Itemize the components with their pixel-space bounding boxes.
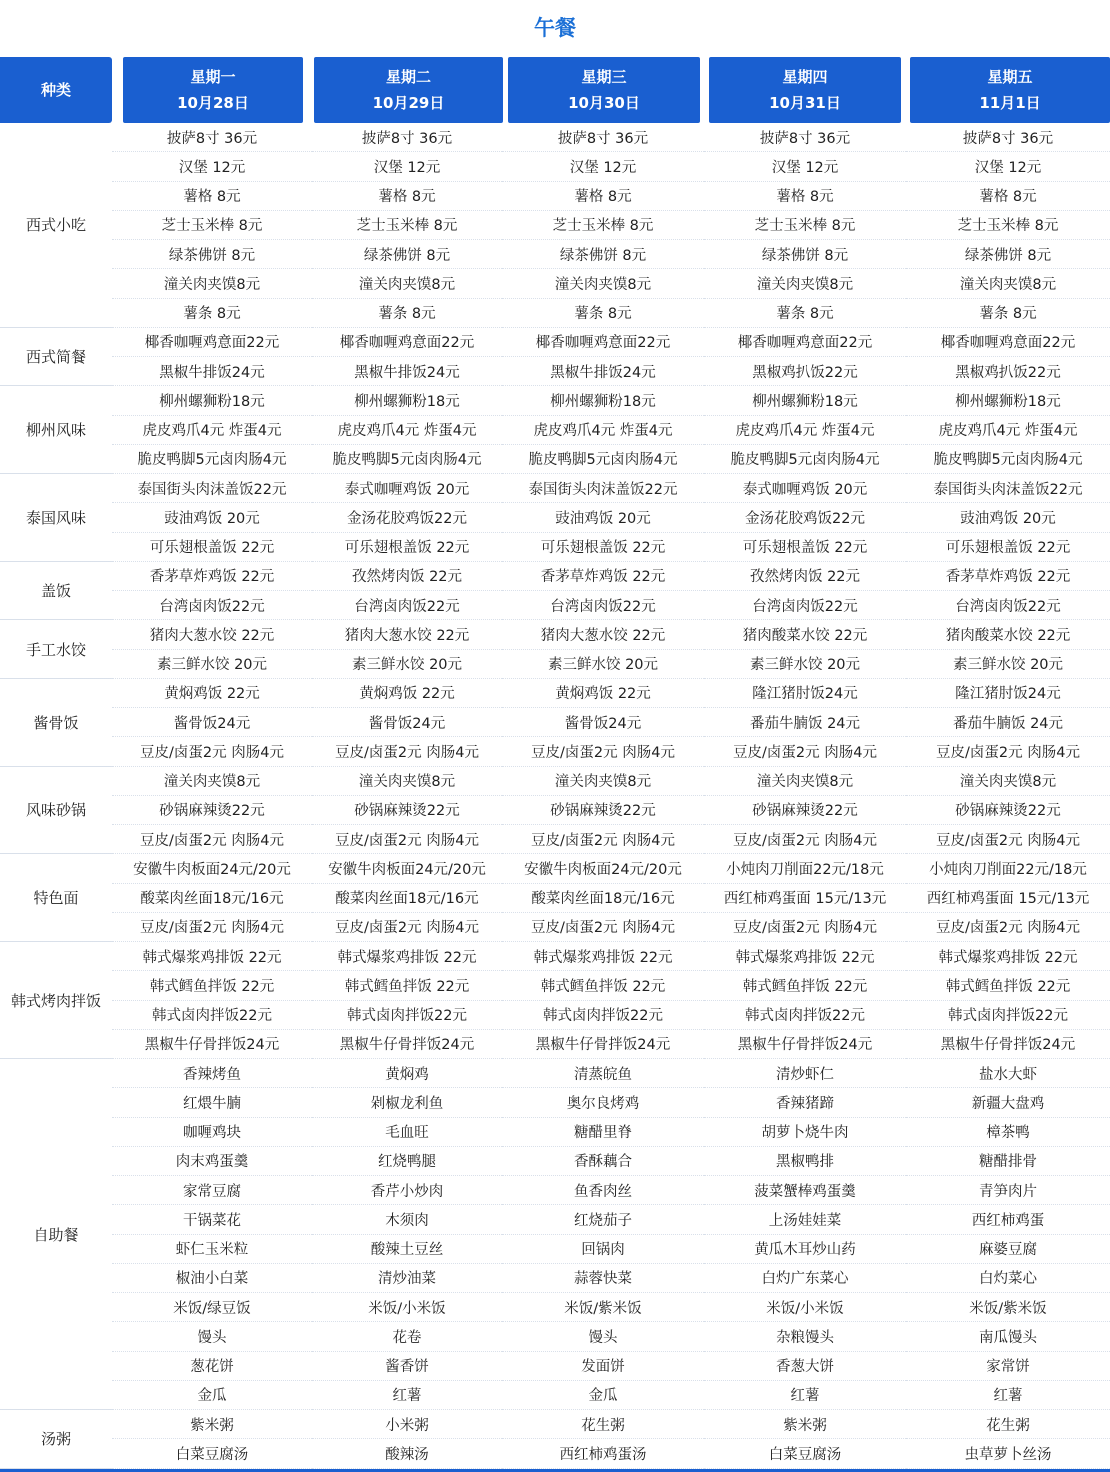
menu-item: 孜然烤肉饭 22元 <box>704 562 906 591</box>
category-cell: 西式小吃 <box>0 123 112 328</box>
menu-item: 蒜蓉快菜 <box>502 1264 704 1293</box>
menu-item: 砂锅麻辣烫22元 <box>502 796 704 825</box>
menu-item: 汉堡 12元 <box>704 152 906 181</box>
menu-item: 芝士玉米棒 8元 <box>906 211 1110 240</box>
menu-item: 黑椒牛仔骨拌饭24元 <box>704 1030 906 1059</box>
menu-item: 紫米粥 <box>704 1410 906 1439</box>
menu-item: 豆皮/卤蛋2元 肉肠4元 <box>112 913 312 942</box>
menu-item: 披萨8寸 36元 <box>704 123 906 152</box>
category-cell: 韩式烤肉拌饭 <box>0 942 112 1059</box>
menu-item: 猪肉酸菜水饺 22元 <box>906 620 1110 649</box>
menu-item: 金瓜 <box>502 1381 704 1410</box>
header-weekday: 星期三 <box>581 68 627 86</box>
menu-item: 猪肉大葱水饺 22元 <box>502 620 704 649</box>
menu-item: 潼关肉夹馍8元 <box>502 767 704 796</box>
menu-item: 砂锅麻辣烫22元 <box>906 796 1110 825</box>
menu-item: 椒油小白菜 <box>112 1264 312 1293</box>
menu-item: 豆皮/卤蛋2元 肉肠4元 <box>704 737 906 766</box>
menu-item: 虎皮鸡爪4元 炸蛋4元 <box>312 416 502 445</box>
menu-item: 砂锅麻辣烫22元 <box>312 796 502 825</box>
menu-item: 杂粮馒头 <box>704 1322 906 1351</box>
header-day <box>910 57 1110 123</box>
menu-item: 韩式卤肉拌饭22元 <box>502 1001 704 1030</box>
menu-item: 黑椒鸡扒饭22元 <box>704 357 906 386</box>
menu-item: 肉末鸡蛋羹 <box>112 1147 312 1176</box>
menu-item: 韩式卤肉拌饭22元 <box>312 1001 502 1030</box>
menu-item: 豆皮/卤蛋2元 肉肠4元 <box>906 913 1110 942</box>
menu-item: 红煨牛腩 <box>112 1088 312 1117</box>
header-category <box>0 57 112 123</box>
menu-item: 白灼菜心 <box>906 1264 1110 1293</box>
menu-item: 盐水大虾 <box>906 1059 1110 1088</box>
menu-item: 脆皮鸭脚5元卤肉肠4元 <box>906 445 1110 474</box>
menu-item: 米饭/小米饭 <box>312 1293 502 1322</box>
menu-item: 韩式爆浆鸡排饭 22元 <box>312 942 502 971</box>
menu-item: 黄瓜木耳炒山药 <box>704 1235 906 1264</box>
menu-item: 红薯 <box>906 1381 1110 1410</box>
menu-item: 菠菜蟹棒鸡蛋羹 <box>704 1176 906 1205</box>
menu-item: 香茅草炸鸡饭 22元 <box>112 562 312 591</box>
menu-item: 酸菜肉丝面18元/16元 <box>112 884 312 913</box>
menu-item: 奥尔良烤鸡 <box>502 1088 704 1117</box>
menu-item: 汉堡 12元 <box>502 152 704 181</box>
menu-item: 清炒虾仁 <box>704 1059 906 1088</box>
menu-item: 毛血旺 <box>312 1118 502 1147</box>
menu-item: 糖醋里脊 <box>502 1118 704 1147</box>
menu-item: 台湾卤肉饭22元 <box>704 591 906 620</box>
menu-item: 馒头 <box>112 1322 312 1351</box>
menu-item: 黑椒牛仔骨拌饭24元 <box>502 1030 704 1059</box>
menu-item: 小米粥 <box>312 1410 502 1439</box>
menu-item: 可乐翅根盖饭 22元 <box>112 533 312 562</box>
menu-item: 青笋肉片 <box>906 1176 1110 1205</box>
menu-item: 黑椒鸭排 <box>704 1147 906 1176</box>
menu-item: 韩式爆浆鸡排饭 22元 <box>906 942 1110 971</box>
menu-item: 韩式爆浆鸡排饭 22元 <box>112 942 312 971</box>
menu-item: 鱼香肉丝 <box>502 1176 704 1205</box>
menu-item: 台湾卤肉饭22元 <box>312 591 502 620</box>
header-date: 10月28日 <box>177 94 249 112</box>
header-day <box>314 57 503 123</box>
header-date: 10月29日 <box>372 94 445 112</box>
menu-item: 黑椒牛排饭24元 <box>312 357 502 386</box>
menu-item: 绿茶佛饼 8元 <box>704 240 906 269</box>
category-cell: 盖饭 <box>0 562 112 621</box>
menu-item: 清蒸皖鱼 <box>502 1059 704 1088</box>
category-cell: 泰国风味 <box>0 474 112 562</box>
menu-item: 黄焖鸡饭 22元 <box>312 679 502 708</box>
menu-item: 紫米粥 <box>112 1410 312 1439</box>
menu-item: 小炖肉刀削面22元/18元 <box>906 854 1110 883</box>
menu-item: 脆皮鸭脚5元卤肉肠4元 <box>704 445 906 474</box>
menu-item: 韩式爆浆鸡排饭 22元 <box>502 942 704 971</box>
menu-item: 猪肉大葱水饺 22元 <box>112 620 312 649</box>
menu-item: 虎皮鸡爪4元 炸蛋4元 <box>502 416 704 445</box>
header-weekday: 星期四 <box>782 68 828 86</box>
menu-item: 砂锅麻辣烫22元 <box>704 796 906 825</box>
menu-item: 芝士玉米棒 8元 <box>312 211 502 240</box>
menu-item: 香茅草炸鸡饭 22元 <box>906 562 1110 591</box>
menu-item: 上汤娃娃菜 <box>704 1205 906 1234</box>
menu-item: 黑椒牛仔骨拌饭24元 <box>312 1030 502 1059</box>
menu-item: 金汤花胶鸡饭22元 <box>312 503 502 532</box>
category-cell: 汤粥 <box>0 1410 112 1469</box>
header-weekday: 星期一 <box>190 68 236 86</box>
menu-item: 家常饼 <box>906 1352 1110 1381</box>
menu-item: 脆皮鸭脚5元卤肉肠4元 <box>112 445 312 474</box>
menu-item: 素三鲜水饺 20元 <box>906 650 1110 679</box>
menu-item: 可乐翅根盖饭 22元 <box>906 533 1110 562</box>
menu-item: 米饭/小米饭 <box>704 1293 906 1322</box>
menu-item: 酸菜肉丝面18元/16元 <box>502 884 704 913</box>
menu-item: 芝士玉米棒 8元 <box>112 211 312 240</box>
menu-item: 猪肉大葱水饺 22元 <box>312 620 502 649</box>
menu-item: 黄焖鸡 <box>312 1059 502 1088</box>
menu-item: 豆皮/卤蛋2元 肉肠4元 <box>312 913 502 942</box>
menu-item: 汉堡 12元 <box>112 152 312 181</box>
menu-item: 薯条 8元 <box>502 299 704 328</box>
menu-item: 薯格 8元 <box>502 182 704 211</box>
menu-item: 干锅菜花 <box>112 1205 312 1234</box>
menu-item: 潼关肉夹馍8元 <box>312 767 502 796</box>
menu-item: 红烧茄子 <box>502 1205 704 1234</box>
menu-item: 泰国街头肉沫盖饭22元 <box>906 474 1110 503</box>
menu-item: 披萨8寸 36元 <box>906 123 1110 152</box>
menu-item: 素三鲜水饺 20元 <box>112 650 312 679</box>
menu-item: 豆皮/卤蛋2元 肉肠4元 <box>502 825 704 854</box>
menu-item: 西红柿鸡蛋汤 <box>502 1439 704 1468</box>
menu-item: 香辣猪蹄 <box>704 1088 906 1117</box>
menu-item: 胡萝卜烧牛肉 <box>704 1118 906 1147</box>
menu-item: 薯条 8元 <box>906 299 1110 328</box>
menu-item: 泰国街头肉沫盖饭22元 <box>112 474 312 503</box>
menu-item: 番茄牛腩饭 24元 <box>906 708 1110 737</box>
menu-item: 砂锅麻辣烫22元 <box>112 796 312 825</box>
menu-item: 椰香咖喱鸡意面22元 <box>112 328 312 357</box>
menu-item: 回锅肉 <box>502 1235 704 1264</box>
menu-item: 豉油鸡饭 20元 <box>906 503 1110 532</box>
header-date: 10月31日 <box>769 94 841 112</box>
menu-item: 发面饼 <box>502 1352 704 1381</box>
menu-item: 酱骨饭24元 <box>112 708 312 737</box>
menu-item: 木须肉 <box>312 1205 502 1234</box>
menu-item: 柳州螺狮粉18元 <box>312 386 502 415</box>
menu-item: 薯条 8元 <box>312 299 502 328</box>
menu-item: 豆皮/卤蛋2元 肉肠4元 <box>704 913 906 942</box>
menu-item: 柳州螺狮粉18元 <box>502 386 704 415</box>
menu-item: 黑椒牛仔骨拌饭24元 <box>906 1030 1110 1059</box>
menu-item: 花生粥 <box>906 1410 1110 1439</box>
menu-item: 家常豆腐 <box>112 1176 312 1205</box>
menu-item: 花卷 <box>312 1322 502 1351</box>
category-cell: 风味砂锅 <box>0 767 112 855</box>
category-cell: 手工水饺 <box>0 620 112 679</box>
page-title: 午餐 <box>534 16 576 40</box>
header-date: 11月1日 <box>979 94 1041 112</box>
menu-item: 香茅草炸鸡饭 22元 <box>502 562 704 591</box>
menu-item: 椰香咖喱鸡意面22元 <box>704 328 906 357</box>
menu-item: 麻婆豆腐 <box>906 1235 1110 1264</box>
menu-item: 潼关肉夹馍8元 <box>502 269 704 298</box>
menu-item: 樟茶鸭 <box>906 1118 1110 1147</box>
menu-item: 韩式鳕鱼拌饭 22元 <box>906 971 1110 1000</box>
menu-item: 豆皮/卤蛋2元 肉肠4元 <box>312 825 502 854</box>
menu-item: 红薯 <box>704 1381 906 1410</box>
menu-item: 虾仁玉米粒 <box>112 1235 312 1264</box>
menu-item: 酸辣汤 <box>312 1439 502 1468</box>
menu-item: 潼关肉夹馍8元 <box>112 767 312 796</box>
menu-item: 西红柿鸡蛋面 15元/13元 <box>704 884 906 913</box>
menu-item: 韩式卤肉拌饭22元 <box>704 1001 906 1030</box>
menu-item: 孜然烤肉饭 22元 <box>312 562 502 591</box>
menu-item: 韩式卤肉拌饭22元 <box>112 1001 312 1030</box>
menu-item: 薯格 8元 <box>112 182 312 211</box>
menu-item: 虎皮鸡爪4元 炸蛋4元 <box>704 416 906 445</box>
menu-item: 豉油鸡饭 20元 <box>112 503 312 532</box>
category-cell: 柳州风味 <box>0 386 112 474</box>
menu-item: 米饭/紫米饭 <box>906 1293 1110 1322</box>
menu-item: 芝士玉米棒 8元 <box>704 211 906 240</box>
menu-item: 安徽牛肉板面24元/20元 <box>312 854 502 883</box>
menu-item: 小炖肉刀削面22元/18元 <box>704 854 906 883</box>
menu-item: 安徽牛肉板面24元/20元 <box>502 854 704 883</box>
header-weekday: 星期二 <box>385 68 431 86</box>
menu-item: 香葱大饼 <box>704 1352 906 1381</box>
menu-item: 酱骨饭24元 <box>502 708 704 737</box>
menu-item: 剁椒龙利鱼 <box>312 1088 502 1117</box>
menu-item: 豆皮/卤蛋2元 肉肠4元 <box>312 737 502 766</box>
menu-item: 韩式鳕鱼拌饭 22元 <box>312 971 502 1000</box>
menu-item: 米饭/紫米饭 <box>502 1293 704 1322</box>
menu-item: 红薯 <box>312 1381 502 1410</box>
menu-item: 脆皮鸭脚5元卤肉肠4元 <box>312 445 502 474</box>
menu-item: 猪肉酸菜水饺 22元 <box>704 620 906 649</box>
menu-item: 潼关肉夹馍8元 <box>112 269 312 298</box>
menu-item: 椰香咖喱鸡意面22元 <box>502 328 704 357</box>
menu-item: 南瓜馒头 <box>906 1322 1110 1351</box>
menu-item: 披萨8寸 36元 <box>502 123 704 152</box>
menu-item: 素三鲜水饺 20元 <box>312 650 502 679</box>
menu-item: 潼关肉夹馍8元 <box>906 767 1110 796</box>
menu-item: 韩式鳕鱼拌饭 22元 <box>704 971 906 1000</box>
menu-item: 香酥藕合 <box>502 1147 704 1176</box>
menu-item: 番茄牛腩饭 24元 <box>704 708 906 737</box>
menu-item: 绿茶佛饼 8元 <box>312 240 502 269</box>
category-cell: 酱骨饭 <box>0 679 112 767</box>
menu-item: 泰式咖喱鸡饭 20元 <box>704 474 906 503</box>
menu-item: 台湾卤肉饭22元 <box>502 591 704 620</box>
menu-item: 韩式鳕鱼拌饭 22元 <box>502 971 704 1000</box>
menu-item: 柳州螺狮粉18元 <box>704 386 906 415</box>
menu-item: 黄焖鸡饭 22元 <box>112 679 312 708</box>
menu-item: 豆皮/卤蛋2元 肉肠4元 <box>906 737 1110 766</box>
menu-item: 柳州螺狮粉18元 <box>906 386 1110 415</box>
menu-item: 台湾卤肉饭22元 <box>906 591 1110 620</box>
header-category-label: 种类 <box>40 81 71 99</box>
menu-item: 泰式咖喱鸡饭 20元 <box>312 474 502 503</box>
menu-item: 披萨8寸 36元 <box>112 123 312 152</box>
menu-item: 酸辣土豆丝 <box>312 1235 502 1264</box>
menu-item: 绿茶佛饼 8元 <box>906 240 1110 269</box>
menu-item: 绿茶佛饼 8元 <box>502 240 704 269</box>
menu-item: 台湾卤肉饭22元 <box>112 591 312 620</box>
menu-item: 可乐翅根盖饭 22元 <box>704 533 906 562</box>
menu-item: 黑椒牛排饭24元 <box>112 357 312 386</box>
category-cell: 自助餐 <box>0 1059 112 1410</box>
menu-item: 芝士玉米棒 8元 <box>502 211 704 240</box>
menu-item: 葱花饼 <box>112 1352 312 1381</box>
menu-item: 可乐翅根盖饭 22元 <box>502 533 704 562</box>
menu-item: 黑椒鸡扒饭22元 <box>906 357 1110 386</box>
menu-item: 酱香饼 <box>312 1352 502 1381</box>
menu-item: 黄焖鸡饭 22元 <box>502 679 704 708</box>
menu-item: 西红柿鸡蛋 <box>906 1205 1110 1234</box>
menu-item: 薯条 8元 <box>112 299 312 328</box>
menu-item: 薯条 8元 <box>704 299 906 328</box>
menu-item: 酸菜肉丝面18元/16元 <box>312 884 502 913</box>
menu-item: 潼关肉夹馍8元 <box>312 269 502 298</box>
menu-item: 馒头 <box>502 1322 704 1351</box>
menu-item: 新疆大盘鸡 <box>906 1088 1110 1117</box>
menu-item: 泰国街头肉沫盖饭22元 <box>502 474 704 503</box>
menu-item: 薯格 8元 <box>704 182 906 211</box>
menu-item: 潼关肉夹馍8元 <box>704 269 906 298</box>
menu-item: 韩式卤肉拌饭22元 <box>906 1001 1110 1030</box>
category-cell: 特色面 <box>0 854 112 942</box>
menu-item: 豆皮/卤蛋2元 肉肠4元 <box>112 825 312 854</box>
menu-item: 豆皮/卤蛋2元 肉肠4元 <box>502 737 704 766</box>
menu-item: 花生粥 <box>502 1410 704 1439</box>
menu-item: 隆江猪肘饭24元 <box>906 679 1110 708</box>
header-date: 10月30日 <box>568 94 640 112</box>
menu-item: 薯格 8元 <box>906 182 1110 211</box>
menu-item: 豆皮/卤蛋2元 肉肠4元 <box>704 825 906 854</box>
menu-item: 香辣烤鱼 <box>112 1059 312 1088</box>
header-weekday: 星期五 <box>987 68 1033 86</box>
menu-item: 清炒油菜 <box>312 1264 502 1293</box>
menu-item: 白菜豆腐汤 <box>112 1439 312 1468</box>
menu-item: 虫草萝卜丝汤 <box>906 1439 1110 1468</box>
menu-item: 可乐翅根盖饭 22元 <box>312 533 502 562</box>
menu-item: 绿茶佛饼 8元 <box>112 240 312 269</box>
header-day <box>123 57 303 123</box>
menu-item: 豆皮/卤蛋2元 肉肠4元 <box>502 913 704 942</box>
menu-item: 黑椒牛排饭24元 <box>502 357 704 386</box>
menu-item: 咖喱鸡块 <box>112 1118 312 1147</box>
menu-item: 红烧鸭腿 <box>312 1147 502 1176</box>
menu-item: 金汤花胶鸡饭22元 <box>704 503 906 532</box>
menu-item: 黑椒牛仔骨拌饭24元 <box>112 1030 312 1059</box>
menu-item: 金瓜 <box>112 1381 312 1410</box>
header-day <box>508 57 700 123</box>
menu-item: 素三鲜水饺 20元 <box>502 650 704 679</box>
category-cell: 西式简餐 <box>0 328 112 387</box>
menu-item: 安徽牛肉板面24元/20元 <box>112 854 312 883</box>
menu-item: 椰香咖喱鸡意面22元 <box>906 328 1110 357</box>
menu-item: 香芹小炒肉 <box>312 1176 502 1205</box>
menu-item: 隆江猪肘饭24元 <box>704 679 906 708</box>
menu-item: 豆皮/卤蛋2元 肉肠4元 <box>112 737 312 766</box>
menu-item: 豆皮/卤蛋2元 肉肠4元 <box>906 825 1110 854</box>
menu-item: 豉油鸡饭 20元 <box>502 503 704 532</box>
menu-item: 糖醋排骨 <box>906 1147 1110 1176</box>
header-day <box>709 57 901 123</box>
menu-item: 柳州螺狮粉18元 <box>112 386 312 415</box>
menu-item: 素三鲜水饺 20元 <box>704 650 906 679</box>
menu-item: 脆皮鸭脚5元卤肉肠4元 <box>502 445 704 474</box>
menu-item: 椰香咖喱鸡意面22元 <box>312 328 502 357</box>
menu-item: 白菜豆腐汤 <box>704 1439 906 1468</box>
menu-item: 薯格 8元 <box>312 182 502 211</box>
menu-item: 披萨8寸 36元 <box>312 123 502 152</box>
menu-item: 韩式鳕鱼拌饭 22元 <box>112 971 312 1000</box>
menu-item: 白灼广东菜心 <box>704 1264 906 1293</box>
menu-item: 潼关肉夹馍8元 <box>704 767 906 796</box>
menu-item: 汉堡 12元 <box>312 152 502 181</box>
menu-item: 汉堡 12元 <box>906 152 1110 181</box>
menu-item: 虎皮鸡爪4元 炸蛋4元 <box>112 416 312 445</box>
menu-item: 米饭/绿豆饭 <box>112 1293 312 1322</box>
menu-item: 虎皮鸡爪4元 炸蛋4元 <box>906 416 1110 445</box>
menu-item: 潼关肉夹馍8元 <box>906 269 1110 298</box>
menu-item: 韩式爆浆鸡排饭 22元 <box>704 942 906 971</box>
menu-item: 酱骨饭24元 <box>312 708 502 737</box>
menu-item: 西红柿鸡蛋面 15元/13元 <box>906 884 1110 913</box>
